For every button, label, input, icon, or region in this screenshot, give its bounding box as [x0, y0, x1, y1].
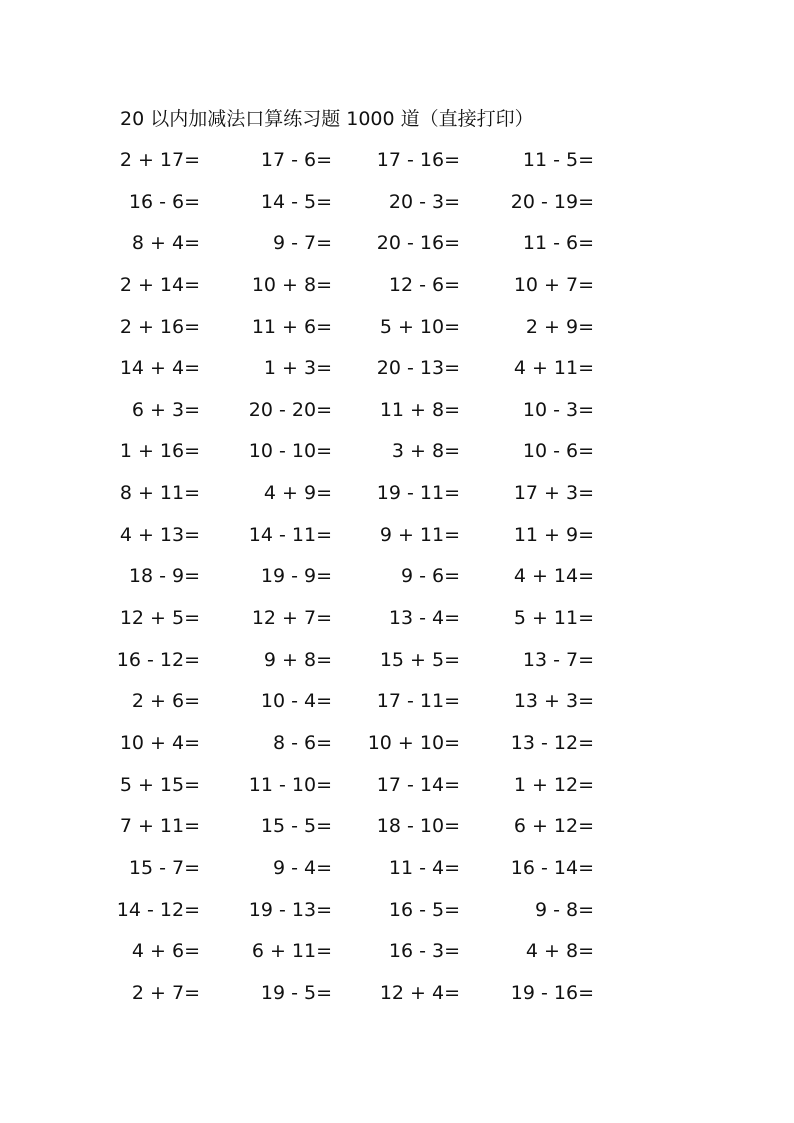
problem-r14-c3: 17 - 11= [376, 690, 460, 713]
problem-r9-c4: 17 + 3= [513, 482, 594, 505]
problem-r7-c2: 20 - 20= [248, 398, 332, 421]
problem-r6-c1: 14 + 4= [119, 357, 200, 380]
problem-r10-c4: 11 + 9= [513, 523, 594, 546]
problem-r9-c2: 4 + 9= [263, 482, 332, 505]
problem-r6-c4: 4 + 11= [513, 357, 594, 380]
problem-r11-c1: 18 - 9= [128, 565, 200, 588]
problem-r1-c2: 17 - 6= [260, 149, 332, 171]
problem-r2-c3: 20 - 3= [388, 190, 460, 213]
problem-r9-c3: 19 - 11= [376, 482, 460, 505]
problem-r4-c3: 12 - 6= [388, 273, 460, 296]
problem-r16-c1: 5 + 15= [119, 773, 200, 796]
problem-grid [110, 141, 594, 1015]
problem-r17-c2: 15 - 5= [260, 815, 332, 838]
problem-r19-c3: 16 - 5= [388, 898, 460, 921]
problem-r2-c2: 14 - 5= [260, 190, 332, 213]
problem-r5-c1: 2 + 16= [119, 315, 200, 338]
problem-r5-c4: 2 + 9= [525, 315, 594, 338]
problem-r7-c1: 6 + 3= [131, 398, 200, 421]
problem-r8-c1: 1 + 16= [119, 440, 200, 463]
problem-r12-c1: 12 + 5= [119, 607, 200, 630]
problem-r10-c2: 14 - 11= [248, 523, 332, 546]
problem-r18-c1: 15 - 7= [128, 856, 200, 879]
page-title: 20 以内加减法口算练习题 1000 道（直接打印） [120, 108, 534, 130]
problem-r21-c3: 12 + 4= [379, 981, 460, 1004]
problem-r20-c1: 4 + 6= [131, 940, 200, 963]
problem-r2-c1: 16 - 6= [128, 190, 200, 213]
problem-r11-c2: 19 - 9= [260, 565, 332, 588]
problem-r1-c3: 17 - 16= [376, 149, 460, 171]
problem-r21-c1: 2 + 7= [131, 981, 200, 1004]
problem-r6-c3: 20 - 13= [376, 357, 460, 380]
problem-r14-c4: 13 + 3= [513, 690, 594, 713]
problem-r18-c4: 16 - 14= [510, 856, 594, 879]
problem-r9-c1: 8 + 11= [119, 482, 200, 505]
problem-r13-c3: 15 + 5= [379, 648, 460, 671]
problem-r13-c1: 16 - 12= [116, 648, 200, 671]
problem-r17-c3: 18 - 10= [376, 815, 460, 838]
problem-r11-c4: 4 + 14= [513, 565, 594, 588]
problem-r18-c3: 11 - 4= [388, 856, 460, 879]
problem-r15-c2: 8 - 6= [272, 731, 332, 754]
problem-r1-c4: 11 - 5= [522, 149, 594, 171]
problem-r15-c4: 13 - 12= [510, 731, 594, 754]
problem-r20-c4: 4 + 8= [525, 940, 594, 963]
problem-r13-c2: 9 + 8= [263, 648, 332, 671]
problem-r12-c3: 13 - 4= [388, 607, 460, 630]
problem-r18-c2: 9 - 4= [272, 856, 332, 879]
problem-r5-c2: 11 + 6= [251, 315, 332, 338]
problem-r20-c2: 6 + 11= [251, 940, 332, 963]
problem-r19-c2: 19 - 13= [248, 898, 332, 921]
problem-r3-c4: 11 - 6= [522, 232, 594, 255]
problem-r8-c2: 10 - 10= [248, 440, 332, 463]
problem-r4-c1: 2 + 14= [119, 273, 200, 296]
problem-r8-c3: 3 + 8= [391, 440, 460, 463]
problem-r10-c1: 4 + 13= [119, 523, 200, 546]
problem-r6-c2: 1 + 3= [263, 357, 332, 380]
problem-r15-c1: 10 + 4= [119, 731, 200, 754]
problem-r8-c4: 10 - 6= [522, 440, 594, 463]
problem-r4-c2: 10 + 8= [251, 273, 332, 296]
problem-r16-c2: 11 - 10= [248, 773, 332, 796]
problem-r3-c3: 20 - 16= [376, 232, 460, 255]
problem-r4-c4: 10 + 7= [513, 273, 594, 296]
problem-r13-c4: 13 - 7= [522, 648, 594, 671]
problem-r17-c4: 6 + 12= [513, 815, 594, 838]
problem-r19-c1: 14 - 12= [116, 898, 200, 921]
problem-r1-c1: 2 + 17= [119, 149, 200, 171]
problem-r14-c1: 2 + 6= [131, 690, 200, 713]
problem-r12-c2: 12 + 7= [251, 607, 332, 630]
problem-r21-c4: 19 - 16= [510, 981, 594, 1004]
problem-r2-c4: 20 - 19= [510, 190, 594, 213]
problem-r12-c4: 5 + 11= [513, 607, 594, 630]
problem-r17-c1: 7 + 11= [119, 815, 200, 838]
problem-r11-c3: 9 - 6= [400, 565, 460, 588]
problem-r20-c3: 16 - 3= [388, 940, 460, 963]
problem-r3-c2: 9 - 7= [272, 232, 332, 255]
problem-r5-c3: 5 + 10= [379, 315, 460, 338]
problem-r16-c3: 17 - 14= [376, 773, 460, 796]
problem-r15-c3: 10 + 10= [367, 731, 460, 754]
problem-r3-c1: 8 + 4= [131, 232, 200, 255]
problem-r16-c4: 1 + 12= [513, 773, 594, 796]
problem-r21-c2: 19 - 5= [260, 981, 332, 1004]
problem-r7-c3: 11 + 8= [379, 398, 460, 421]
problem-r14-c2: 10 - 4= [260, 690, 332, 713]
problem-r7-c4: 10 - 3= [522, 398, 594, 421]
problem-r19-c4: 9 - 8= [534, 898, 594, 921]
problem-r10-c3: 9 + 11= [379, 523, 460, 546]
